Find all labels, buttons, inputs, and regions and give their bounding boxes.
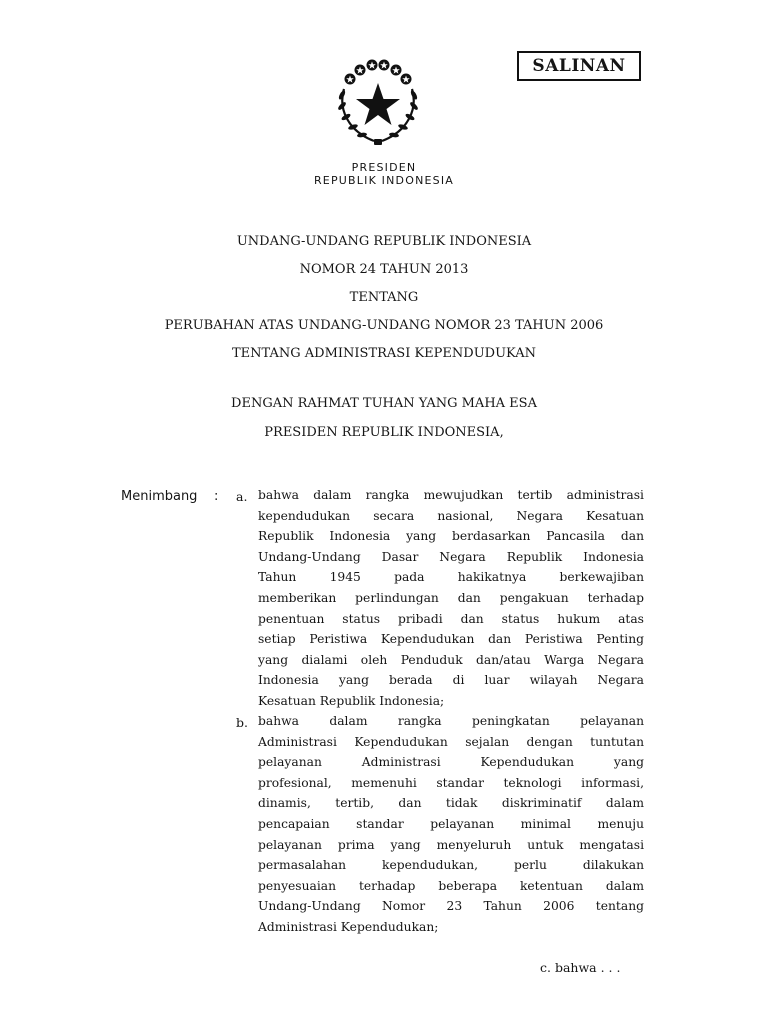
law-subject-line2: TENTANG ADMINISTRASI KEPENDUDUKAN xyxy=(232,346,536,361)
clause-b-text xyxy=(258,711,644,938)
preamble xyxy=(0,389,768,447)
clause-b-line: pelayanan Administrasi Kependudukan yang xyxy=(258,755,644,770)
clause-b-line: Administrasi Kependudukan sejalan dengan tuntutan xyxy=(258,734,644,749)
clause-a-line: bahwa dalam rangka mewujudkan tertib administrasi xyxy=(258,488,644,502)
issuer-caption xyxy=(284,161,484,187)
clause-b-line: penyesuaian terhadap beberapa ketentuan dalam xyxy=(258,878,644,893)
page-continuation-cue: c. bahwa . . . xyxy=(540,960,621,975)
clause-a-line: Tahun 1945 pada hakikatnya berkewajiban xyxy=(258,570,644,585)
clause-a-line: penentuan status pribadi dan status hukum atas xyxy=(258,611,644,626)
considerations-label: Menimbang xyxy=(121,489,198,504)
clause-a-line: Republik Indonesia yang berdasarkan Pancasila dan xyxy=(258,529,644,544)
clause-b-line: profesional, memenuhi standar teknologi informasi, xyxy=(258,775,644,790)
law-about: TENTANG xyxy=(349,290,419,305)
clause-b-line: bahwa dalam rangka peningkatan pelayanan xyxy=(258,714,644,728)
clause-b-line: permasalahan kependudukan, perlu dilakukan xyxy=(258,858,644,873)
clause-a-line: setiap Peristiwa Kependudukan dan Peristiwa Penting xyxy=(258,632,644,647)
preamble-line1: DENGAN RAHMAT TUHAN YANG MAHA ESA xyxy=(231,396,537,411)
clause-a-line: yang dialami oleh Penduduk dan/atau Warga Negara xyxy=(258,652,644,667)
clause-a-line: Undang-Undang Dasar Negara Republik Indonesia xyxy=(258,549,644,564)
clause-a-line: memberikan perlindungan dan pengakuan terhadap xyxy=(258,590,644,605)
issuer-line-president: PRESIDEN xyxy=(351,161,417,174)
issuer-line-republic: REPUBLIK INDONESIA xyxy=(313,174,455,187)
considerations-colon: : xyxy=(214,489,219,504)
clause-a-text xyxy=(258,485,644,712)
clause-a-line: Indonesia yang berada di luar wilayah Negara xyxy=(258,673,644,688)
clause-b-line: pencapaian standar pelayanan minimal menuju xyxy=(258,816,644,831)
presidential-seal-icon xyxy=(330,59,426,149)
clause-b-marker: b. xyxy=(236,715,248,730)
law-number: NOMOR 24 TAHUN 2013 xyxy=(299,262,469,277)
salinan-stamp: SALINAN xyxy=(517,51,641,81)
clause-a-marker: a. xyxy=(236,489,248,504)
law-title: UNDANG-UNDANG REPUBLIK INDONESIA xyxy=(236,234,532,249)
clause-b-line: pelayanan prima yang menyeluruh untuk mengatasi xyxy=(258,837,644,852)
clause-b-line: Undang-Undang Nomor 23 Tahun 2006 tentang xyxy=(258,899,644,914)
preamble-line2: PRESIDEN REPUBLIK INDONESIA, xyxy=(264,425,504,440)
clause-a-line: kependudukan secara nasional, Negara Kesatuan xyxy=(258,508,644,523)
clause-a-line: Kesatuan Republik Indonesia; xyxy=(258,693,445,708)
law-subject-line1: PERUBAHAN ATAS UNDANG-UNDANG NOMOR 23 TAHUN 2006 xyxy=(164,318,604,333)
clause-b-line: dinamis, tertib, dan tidak diskriminatif dalam xyxy=(258,796,644,811)
clause-b-line: Administrasi Kependudukan; xyxy=(258,919,439,934)
law-heading xyxy=(0,228,768,368)
